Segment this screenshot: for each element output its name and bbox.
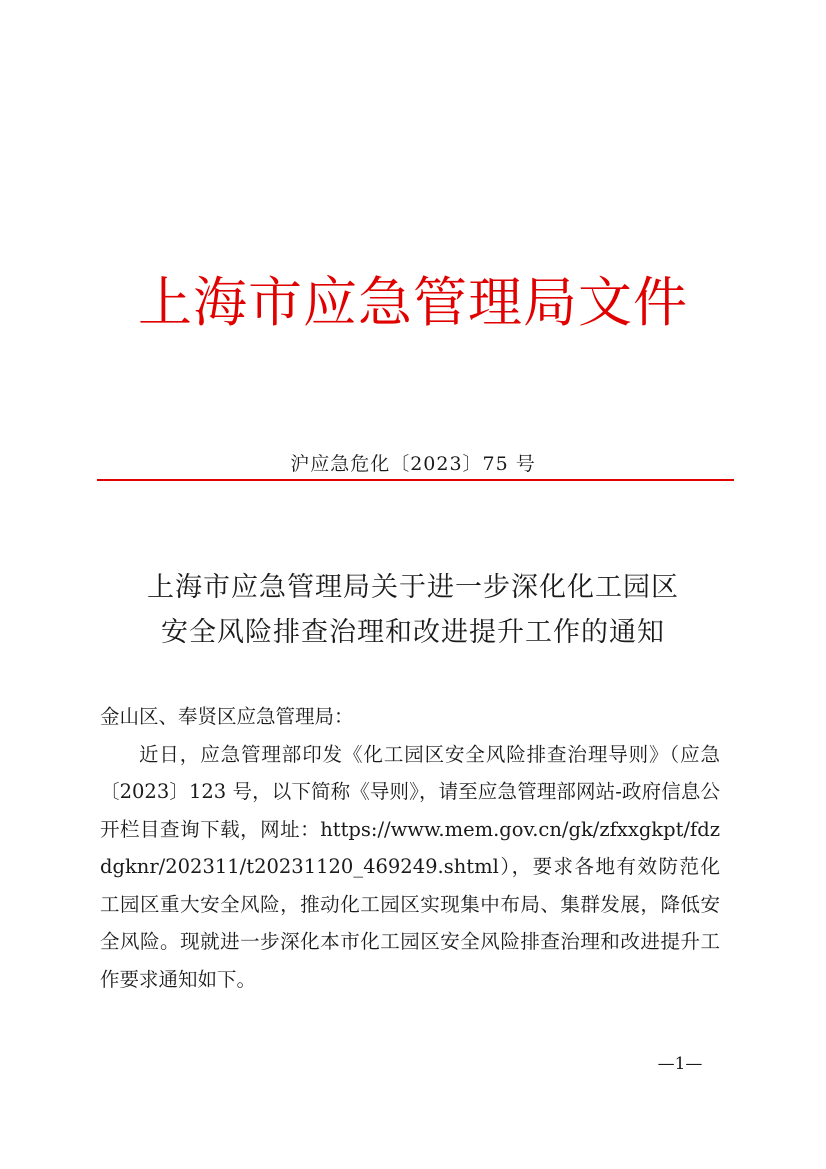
document-masthead: 上海市应急管理局文件 [138, 271, 688, 334]
red-separator-line [97, 479, 734, 481]
body-paragraph: 近日，应急管理部印发《化工园区安全风险排查治理导则》（应急〔2023〕123 号，以下简称《导则》，请至应急管理部网站-政府信息公开栏目查询下载，网址：https://www.mem.gov.cn/gk/zfxxgkpt/fdzdgknr/202311/t20231120_469249.shtml），要求各地有效防范化工园区重大安全风险，推动化工园区实现集中布局、集群发展，降低安全风险。现就进一步深化本市化工园区安全风险排查治理和改进提升工作要求通知如下。 [100, 742, 720, 991]
addressee: 金山区、奉贤区应急管理局： [100, 705, 354, 728]
document-body [100, 698, 720, 998]
document-title [0, 565, 826, 655]
title-line-1: 上海市应急管理局关于进一步深化化工园区 [147, 572, 679, 603]
page-number: —1— [657, 1054, 703, 1074]
title-line-2: 安全风险排查治理和改进提升工作的通知 [161, 617, 665, 648]
document-number: 沪应急危化〔2023〕75 号 [290, 453, 536, 475]
